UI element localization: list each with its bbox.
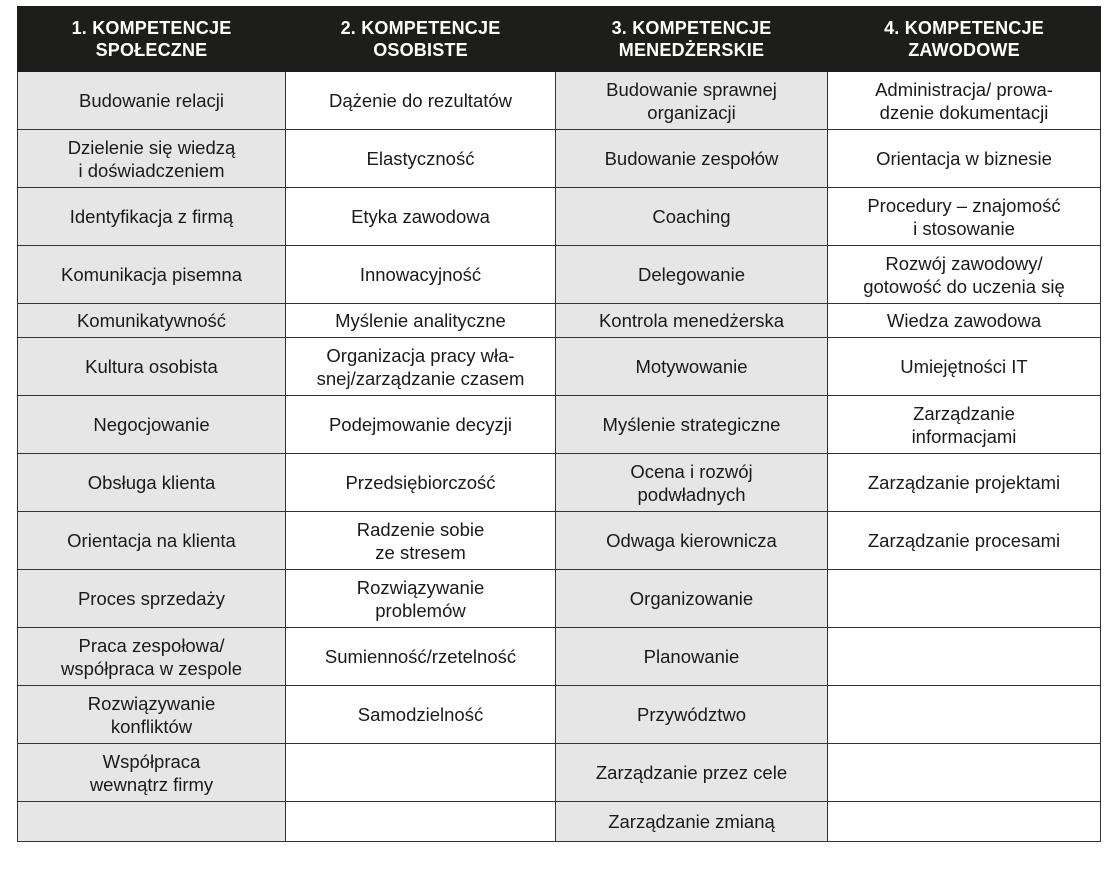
header-row <box>18 7 1101 72</box>
cell-text: Organizacja pracy wła- <box>326 344 515 366</box>
cell-professional <box>828 454 1101 512</box>
table-row <box>18 744 1101 802</box>
cell-social <box>18 246 286 304</box>
column-header-managerial <box>556 7 828 72</box>
cell-social <box>18 802 286 842</box>
cell-text: Organizowanie <box>629 588 754 609</box>
cell-text: konfliktów <box>110 715 193 737</box>
cell-text: Administracja/ prowa- <box>875 78 1053 100</box>
cell-text: Dzielenie się wiedzą <box>67 136 236 158</box>
table-row <box>18 130 1101 188</box>
cell-text: Wiedza zawodowa <box>886 310 1042 331</box>
cell-managerial <box>556 570 828 628</box>
cell-text: Obsługa klienta <box>87 472 216 493</box>
cell-managerial <box>556 188 828 246</box>
table-row <box>18 188 1101 246</box>
cell-managerial <box>556 512 828 570</box>
cell-personal <box>286 570 556 628</box>
cell-text: Etyka zawodowa <box>351 206 490 227</box>
cell-managerial <box>556 454 828 512</box>
column-header-managerial-line1: 3. KOMPETENCJE <box>611 18 772 38</box>
cell-professional <box>828 304 1101 338</box>
cell-text: Identyfikacja z firmą <box>69 206 234 227</box>
cell-professional <box>828 396 1101 454</box>
cell-personal <box>286 72 556 130</box>
table-row <box>18 686 1101 744</box>
cell-professional <box>828 512 1101 570</box>
cell-text: Rozwój zawodowy/ <box>885 252 1043 274</box>
cell-text: Budowanie relacji <box>78 90 224 111</box>
cell-text: Motywowanie <box>635 356 748 377</box>
cell-personal <box>286 188 556 246</box>
cell-text: snej/zarządzanie czasem <box>316 367 525 389</box>
cell-text: Przedsiębiorczość <box>345 472 496 493</box>
cell-personal <box>286 246 556 304</box>
cell-text: Kontrola menedżerska <box>598 310 785 331</box>
cell-text: współpraca w zespole <box>61 657 242 679</box>
cell-professional <box>828 802 1101 842</box>
cell-professional <box>828 628 1101 686</box>
column-header-social-line2: SPOŁECZNE <box>95 40 208 60</box>
table-row <box>18 802 1101 842</box>
cell-personal <box>286 686 556 744</box>
cell-text: Umiejętności IT <box>900 356 1028 377</box>
cell-text: i doświadczeniem <box>78 159 225 181</box>
cell-text: Coaching <box>652 206 731 227</box>
cell-text: Rozwiązywanie <box>87 692 216 714</box>
cell-text: Dążenie do rezultatów <box>328 90 513 111</box>
cell-social <box>18 304 286 338</box>
column-header-social-line1: 1. KOMPETENCJE <box>71 18 232 38</box>
cell-personal <box>286 454 556 512</box>
cell-social <box>18 130 286 188</box>
table-row <box>18 72 1101 130</box>
cell-social <box>18 570 286 628</box>
cell-text: Proces sprzedaży <box>77 588 226 609</box>
cell-text: Budowanie sprawnej <box>606 78 777 100</box>
table-body <box>18 72 1101 842</box>
column-header-managerial-line2: MENEDŻERSKIE <box>618 40 765 60</box>
column-header-personal-line1: 2. KOMPETENCJE <box>340 18 501 38</box>
cell-professional <box>828 246 1101 304</box>
cell-personal <box>286 338 556 396</box>
competency-table-container <box>17 6 1100 842</box>
cell-personal <box>286 802 556 842</box>
table-row <box>18 512 1101 570</box>
cell-text: Sumienność/rzetelność <box>324 646 517 667</box>
column-header-social <box>18 7 286 72</box>
cell-managerial <box>556 246 828 304</box>
cell-personal <box>286 628 556 686</box>
cell-personal <box>286 130 556 188</box>
cell-text: Zarządzanie przez cele <box>595 762 788 783</box>
cell-text: organizacji <box>647 101 736 123</box>
cell-text: gotowość do uczenia się <box>863 275 1065 297</box>
cell-text: Myślenie strategiczne <box>602 414 781 435</box>
cell-text: Planowanie <box>643 646 740 667</box>
column-header-personal-line2: OSOBISTE <box>373 40 468 60</box>
cell-text: i stosowanie <box>913 217 1015 239</box>
column-header-professional-line2: ZAWODOWE <box>908 40 1020 60</box>
cell-social <box>18 188 286 246</box>
cell-text: dzenie dokumentacji <box>879 101 1049 123</box>
cell-social <box>18 512 286 570</box>
cell-text: ze stresem <box>375 541 466 563</box>
cell-text: Innowacyjność <box>359 264 482 285</box>
cell-text: Przywództwo <box>637 704 746 725</box>
cell-text: podwładnych <box>637 483 746 505</box>
cell-text: Zarządzanie zmianą <box>608 811 775 832</box>
cell-social <box>18 72 286 130</box>
cell-professional <box>828 338 1101 396</box>
cell-managerial <box>556 130 828 188</box>
cell-text: problemów <box>375 599 466 621</box>
cell-text: Komunikacja pisemna <box>61 264 242 285</box>
cell-social <box>18 628 286 686</box>
column-header-professional-line1: 4. KOMPETENCJE <box>884 18 1044 38</box>
cell-text: Praca zespołowa/ <box>78 634 225 656</box>
cell-social <box>18 396 286 454</box>
cell-text: Kultura osobista <box>85 356 218 377</box>
cell-managerial <box>556 396 828 454</box>
cell-social <box>18 338 286 396</box>
cell-text: Budowanie zespołów <box>604 148 779 169</box>
cell-personal <box>286 396 556 454</box>
cell-text: Myślenie analityczne <box>335 310 506 331</box>
cell-personal <box>286 744 556 802</box>
table-row <box>18 338 1101 396</box>
cell-text: Procedury – znajomość <box>867 194 1061 216</box>
cell-text: Radzenie sobie <box>356 518 485 540</box>
cell-text: Negocjowanie <box>93 414 210 435</box>
cell-personal <box>286 512 556 570</box>
cell-social <box>18 744 286 802</box>
cell-managerial <box>556 628 828 686</box>
cell-text: Samodzielność <box>357 704 484 725</box>
cell-text: Orientacja na klienta <box>67 530 236 551</box>
competency-table <box>17 6 1101 842</box>
cell-managerial <box>556 304 828 338</box>
table-row <box>18 570 1101 628</box>
cell-social <box>18 454 286 512</box>
cell-text: Zarządzanie projektami <box>867 472 1061 493</box>
cell-text: Elastyczność <box>366 148 475 169</box>
cell-professional <box>828 686 1101 744</box>
cell-text: Współpraca <box>102 750 201 772</box>
cell-professional <box>828 570 1101 628</box>
cell-managerial <box>556 686 828 744</box>
column-header-personal <box>286 7 556 72</box>
cell-professional <box>828 72 1101 130</box>
column-header-professional <box>828 7 1101 72</box>
cell-professional <box>828 744 1101 802</box>
cell-text: Ocena i rozwój <box>630 460 753 482</box>
cell-text: Odwaga kierownicza <box>606 530 777 551</box>
cell-text: Orientacja w biznesie <box>876 148 1052 169</box>
cell-text: informacjami <box>911 425 1017 447</box>
cell-professional <box>828 188 1101 246</box>
cell-managerial <box>556 744 828 802</box>
table-row <box>18 246 1101 304</box>
cell-social <box>18 686 286 744</box>
cell-personal <box>286 304 556 338</box>
cell-text: Komunikatywność <box>76 310 227 331</box>
table-row <box>18 396 1101 454</box>
cell-text: wewnątrz firmy <box>89 773 214 795</box>
cell-text: Zarządzanie <box>913 402 1015 424</box>
table-row <box>18 304 1101 338</box>
cell-text: Rozwiązywanie <box>356 576 485 598</box>
table-row <box>18 628 1101 686</box>
cell-text: Zarządzanie procesami <box>867 530 1061 551</box>
cell-text: Delegowanie <box>638 264 745 285</box>
cell-managerial <box>556 72 828 130</box>
cell-managerial <box>556 338 828 396</box>
cell-professional <box>828 130 1101 188</box>
cell-managerial <box>556 802 828 842</box>
cell-text: Podejmowanie decyzji <box>328 414 513 435</box>
table-row <box>18 454 1101 512</box>
